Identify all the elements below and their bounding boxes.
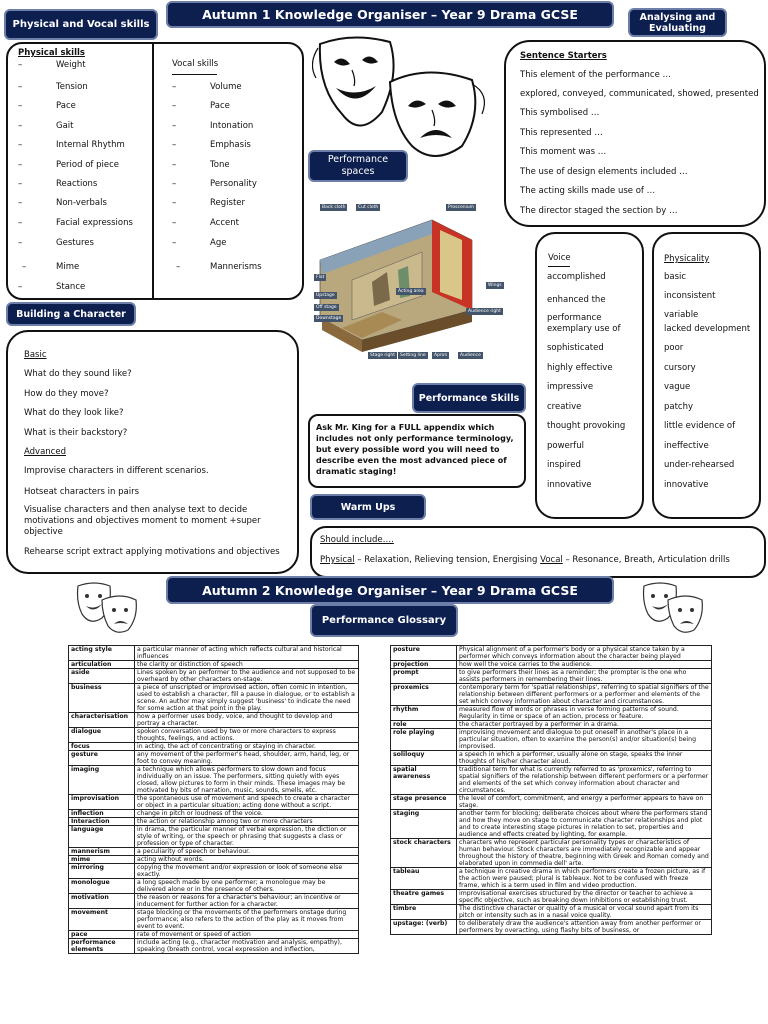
voice-word: powerful bbox=[547, 441, 585, 451]
glossary-term: rhythm bbox=[391, 706, 457, 721]
glossary-definition: the clarity or distinction of speech bbox=[135, 661, 359, 669]
glossary-term: aside bbox=[69, 669, 135, 684]
glossary-table-right bbox=[390, 645, 712, 935]
dash-bullet: – bbox=[172, 82, 177, 92]
basic-item: What is their backstory? bbox=[24, 428, 128, 438]
glossary-term: motivation bbox=[69, 894, 135, 909]
glossary-term: theatre games bbox=[391, 890, 457, 905]
physicality-word: basic bbox=[664, 272, 687, 282]
autumn2-title: Autumn 2 Knowledge Organiser – Year 9 Drama GCSE bbox=[166, 576, 614, 604]
glossary-row bbox=[69, 766, 359, 795]
glossary-term: tableau bbox=[391, 868, 457, 890]
physical-skills-title: Physical skills bbox=[18, 48, 85, 58]
glossary-row bbox=[391, 839, 712, 868]
vocal-skill-item: Intonation bbox=[210, 121, 254, 131]
glossary-term: characterisation bbox=[69, 713, 135, 728]
vocal-skill-item: Pace bbox=[210, 101, 230, 111]
glossary-term: timbre bbox=[391, 905, 457, 920]
dash-bullet: – bbox=[18, 82, 23, 92]
glossary-row bbox=[391, 795, 712, 810]
dash-bullet: – bbox=[18, 140, 23, 150]
glossary-term: staging bbox=[391, 810, 457, 839]
glossary-definition: how a performer uses body, voice, and thought to develop and portray a character. bbox=[135, 713, 359, 728]
glossary-definition: in drama, the particular manner of verbal expression, the diction or style of writing, or the speech or phrasing that suggests a class or profession or type of character. bbox=[135, 826, 359, 848]
glossary-definition: the reason or reasons for a character's behaviour; an incentive or inducement for further action for a character. bbox=[135, 894, 359, 909]
physicality-word: vague bbox=[664, 382, 691, 392]
sentence-starter: The acting skills made use of … bbox=[520, 186, 656, 196]
glossary-term: improvisation bbox=[69, 795, 135, 810]
physical-skill-item: Gait bbox=[56, 121, 74, 131]
stage-label: Downstage bbox=[316, 316, 342, 321]
voice-word: exemplary use of bbox=[547, 324, 621, 334]
glossary-row bbox=[391, 684, 712, 706]
glossary-definition: characters who represent particular personality types or characteristics of human behaviour. Stock characters are immediately recognizable and appear throughout the history of theatre, beginning with Greek and Roman comedy and elaborated upon in commedia dell' arte. bbox=[457, 839, 712, 868]
glossary-row bbox=[391, 810, 712, 839]
physical-vocal-header: Physical and Vocal skills bbox=[4, 9, 158, 40]
basic-title: Basic bbox=[24, 350, 47, 360]
sentence-starters-title: Sentence Starters bbox=[520, 51, 607, 61]
glossary-row bbox=[69, 939, 359, 954]
physicality-word: patchy bbox=[664, 402, 694, 412]
physicality-word: variable bbox=[664, 310, 699, 320]
basic-item: What do they look like? bbox=[24, 408, 124, 418]
appendix-text: Ask Mr. King for a FULL appendix which includes not only performance terminology, but every possible word you will need to describe even the most advanced piece of dramatic staging! bbox=[316, 423, 514, 476]
glossary-row bbox=[69, 879, 359, 894]
dash-bullet: – bbox=[176, 262, 181, 272]
advanced-item: Improvise characters in different scenarios. bbox=[24, 466, 209, 476]
physicality-word: ineffective bbox=[664, 441, 709, 451]
sentence-starter: The use of design elements included … bbox=[520, 167, 688, 177]
masks-icon-right bbox=[640, 580, 706, 636]
voice-word: inspired bbox=[547, 460, 581, 470]
glossary-definition: Lines spoken by an performer to the audience and not supposed to be overheard by other characters on-stage. bbox=[135, 669, 359, 684]
glossary-definition: a peculiarity of speech or behaviour. bbox=[135, 848, 359, 856]
analysing-evaluating-header: Analysing and Evaluating bbox=[628, 8, 727, 37]
dash-bullet: – bbox=[172, 160, 177, 170]
glossary-definition: how well the voice carries to the audience. bbox=[457, 661, 712, 669]
stage-label: Audience bbox=[460, 353, 481, 358]
glossary-definition: spoken conversation used by two or more characters to express thoughts, feelings, and actions. bbox=[135, 728, 359, 743]
physical-label: Physical bbox=[320, 555, 355, 565]
sentence-starter: The director staged the section by … bbox=[520, 206, 678, 216]
glossary-definition: a long speech made by one performer; a monologue may be delivered alone or in the presence of others. bbox=[135, 879, 359, 894]
physical-skill-item: Non-verbals bbox=[56, 198, 107, 208]
physical-skill-item: Facial expressions bbox=[56, 218, 133, 228]
vocal-skill-item: Register bbox=[210, 198, 245, 208]
physical-skill-item: Gestures bbox=[56, 238, 94, 248]
glossary-row bbox=[69, 661, 359, 669]
dash-bullet: – bbox=[172, 140, 177, 150]
physical-skill-item: Internal Rhythm bbox=[56, 140, 125, 150]
glossary-definition: rate of movement or speed of action bbox=[135, 931, 359, 939]
vocal-label: Vocal bbox=[540, 555, 563, 565]
glossary-definition: the action or relationship among two or more characters bbox=[135, 818, 359, 826]
glossary-row bbox=[69, 894, 359, 909]
dash-bullet: – bbox=[18, 101, 23, 111]
vocal-skill-item: Emphasis bbox=[210, 140, 251, 150]
basic-item: How do they move? bbox=[24, 389, 109, 399]
stage-label: Cut cloth bbox=[358, 205, 379, 210]
dash-bullet: – bbox=[18, 60, 23, 70]
sentence-starter: This represented … bbox=[520, 128, 603, 138]
dash-bullet: – bbox=[172, 218, 177, 228]
vocal-skills-title: Vocal skills bbox=[172, 59, 219, 69]
dash-bullet: – bbox=[22, 262, 27, 272]
glossary-row bbox=[391, 890, 712, 905]
glossary-definition: The distinctive character or quality of a musical or vocal sound apart from its pitch or intensity such as in a nasal voice quality. bbox=[457, 905, 712, 920]
glossary-row bbox=[69, 728, 359, 743]
glossary-term: business bbox=[69, 684, 135, 713]
glossary-row bbox=[391, 661, 712, 669]
glossary-row bbox=[69, 795, 359, 810]
glossary-row bbox=[69, 684, 359, 713]
glossary-term: pace bbox=[69, 931, 135, 939]
physical-skill-item: Tension bbox=[56, 82, 88, 92]
physical-skill-item: Pace bbox=[56, 101, 76, 111]
physical-skill-item: Period of piece bbox=[56, 160, 119, 170]
physicality-word: under-rehearsed bbox=[664, 460, 735, 470]
glossary-term: stage presence bbox=[391, 795, 457, 810]
glossary-row bbox=[69, 810, 359, 818]
glossary-term: inflection bbox=[69, 810, 135, 818]
glossary-definition: contemporary term for 'spatial relationships', referring to spatial signifiers of the relationship between different performers or a performer and elements of the set which convey information about character and circumstances. bbox=[457, 684, 712, 706]
glossary-term: performance elements bbox=[69, 939, 135, 954]
vocal-warmups: – Resonance, Breath, Articulation drills bbox=[562, 555, 730, 565]
glossary-row bbox=[69, 751, 359, 766]
stage-label: Proscenium bbox=[448, 205, 475, 210]
glossary-definition: include acting (e.g., character motivation and analysis, empathy), speaking (breath control, vocal expression and inflection, bbox=[135, 939, 359, 954]
glossary-definition: the character portrayed by a performer in a drama. bbox=[457, 721, 712, 729]
voice-word: sophisticated bbox=[547, 343, 604, 353]
voice-word: highly effective bbox=[547, 363, 613, 373]
glossary-term: Interaction bbox=[69, 818, 135, 826]
vocal-skill-item: Accent bbox=[210, 218, 239, 228]
glossary-term: role playing bbox=[391, 729, 457, 751]
glossary-term: proxemics bbox=[391, 684, 457, 706]
dash-bullet: – bbox=[18, 198, 23, 208]
physical-skill-item: Stance bbox=[56, 282, 86, 292]
physical-skill-item: Mime bbox=[56, 262, 80, 272]
glossary-header: Performance Glossary bbox=[310, 604, 458, 637]
physicality-word: innovative bbox=[664, 480, 709, 490]
stage-label: Apron bbox=[434, 353, 448, 358]
glossary-term: movement bbox=[69, 909, 135, 931]
glossary-row bbox=[391, 646, 712, 661]
physical-warmups: – Relaxation, Relieving tension, Energising bbox=[354, 555, 541, 565]
voice-word: accomplished bbox=[547, 272, 606, 282]
glossary-definition: a piece of unscripted or improvised action, often comic in intention, used to establish a character, fill a pause in dialogue, or to establish a scene. An author may simply suggest 'business' to indicate the need for some action at that point in the play. bbox=[135, 684, 359, 713]
dash-bullet: – bbox=[172, 101, 177, 111]
glossary-row bbox=[391, 905, 712, 920]
glossary-definition: a particular manner of acting which reflects cultural and historical influences bbox=[135, 646, 359, 661]
dash-bullet: – bbox=[18, 179, 23, 189]
physical-skill-item: Weight bbox=[56, 60, 86, 70]
stage-label: Upstage bbox=[316, 293, 335, 298]
glossary-term: focus bbox=[69, 743, 135, 751]
glossary-row bbox=[69, 826, 359, 848]
stage-diagram bbox=[312, 200, 504, 362]
glossary-definition: measured flow of words or phrases in verse forming patterns of sound. Regularity in time or space of an action, process or feature. bbox=[457, 706, 712, 721]
warm-ups-line bbox=[320, 555, 730, 565]
sentence-starter: This moment was … bbox=[520, 147, 607, 157]
vocal-skill-item: Volume bbox=[210, 82, 242, 92]
physicality-title: Physicality bbox=[664, 254, 710, 264]
glossary-row bbox=[391, 729, 712, 751]
vocal-underline bbox=[172, 74, 217, 75]
voice-word: enhanced the performance bbox=[547, 295, 606, 323]
stage-label: Wings bbox=[488, 283, 502, 288]
glossary-term: acting style bbox=[69, 646, 135, 661]
vocal-skill-item: Age bbox=[210, 238, 227, 248]
glossary-row bbox=[69, 646, 359, 661]
glossary-row bbox=[391, 920, 712, 935]
dash-bullet: – bbox=[18, 121, 23, 131]
warm-ups-header: Warm Ups bbox=[310, 494, 426, 520]
autumn1-title: Autumn 1 Knowledge Organiser – Year 9 Drama GCSE bbox=[166, 1, 614, 28]
glossary-definition: improvisational exercises structured by the director or teacher to achieve a specific objective, such as breaking down inhibitions or establishing trust. bbox=[457, 890, 712, 905]
sentence-starter: This element of the performance … bbox=[520, 70, 672, 80]
sentence-starter: explored, conveyed, communicated, showed, presented bbox=[520, 89, 759, 99]
theatre-masks-image bbox=[312, 34, 498, 164]
dash-bullet: – bbox=[18, 238, 23, 248]
stage-label: Back cloth bbox=[322, 205, 346, 210]
glossary-definition: another term for blocking; deliberate choices about where the performers stand and how they move on stage to communicate character relationships and plot and to create interesting stage pictures in relation to set, properties and audience and effects created by lighting, for example. bbox=[457, 810, 712, 839]
physicality-word: cursory bbox=[664, 363, 696, 373]
voice-word: innovative bbox=[547, 480, 592, 490]
voice-word: creative bbox=[547, 402, 582, 412]
masks-icon-left bbox=[74, 580, 140, 636]
glossary-term: stock characters bbox=[391, 839, 457, 868]
basic-item: What do they sound like? bbox=[24, 369, 132, 379]
voice-title: Voice bbox=[548, 253, 571, 263]
advanced-item: Visualise characters and then analyse text to decide motivations and objectives moment to moment +super objective bbox=[24, 505, 261, 537]
glossary-definition: to give performers their lines as a reminder; the prompter is the one who assists performers in remembering their lines. bbox=[457, 669, 712, 684]
vocal-skill-item: Personality bbox=[210, 179, 257, 189]
glossary-definition: the level of comfort, commitment, and energy a performer appears to have on stage. bbox=[457, 795, 712, 810]
stage-label: Audience right bbox=[468, 309, 501, 314]
stage-label: Stage right bbox=[370, 353, 396, 358]
glossary-term: upstage: (verb) bbox=[391, 920, 457, 935]
glossary-definition: any movement of the performer's head, shoulder, arm, hand, leg, or foot to convey meaning. bbox=[135, 751, 359, 766]
glossary-definition: to deliberately draw the audience's attention away from another performer or performers by overacting, using flashy bits of business, or bbox=[457, 920, 712, 935]
glossary-term: monologue bbox=[69, 879, 135, 894]
glossary-row bbox=[391, 706, 712, 721]
glossary-row bbox=[391, 669, 712, 684]
vocal-skill-item: Mannerisms bbox=[210, 262, 262, 272]
glossary-definition: the spontaneous use of movement and speech to create a character or object in a particular situation; acting done without a script. bbox=[135, 795, 359, 810]
glossary-row bbox=[69, 743, 359, 751]
glossary-definition: a speech in which a performer, usually alone on stage, speaks the inner thoughts of his/her character aloud. bbox=[457, 751, 712, 766]
vocal-skill-item: Tone bbox=[210, 160, 230, 170]
voice-word: impressive bbox=[547, 382, 594, 392]
advanced-title: Advanced bbox=[24, 447, 66, 457]
glossary-term: mirroring bbox=[69, 864, 135, 879]
glossary-term: spatial awareness bbox=[391, 766, 457, 795]
warm-ups-box bbox=[310, 526, 766, 578]
glossary-row bbox=[391, 751, 712, 766]
glossary-term: mannerism bbox=[69, 848, 135, 856]
glossary-row bbox=[391, 868, 712, 890]
stage-label: Setting line bbox=[400, 353, 426, 358]
glossary-row bbox=[69, 931, 359, 939]
glossary-table-left bbox=[68, 645, 359, 954]
column-divider bbox=[152, 44, 154, 299]
glossary-definition: a technique in creative drama in which performers create a frozen picture, as if the action were paused; plural is tableaux. Not to be confused with freeze frame, which is a term used in film and video production. bbox=[457, 868, 712, 890]
glossary-definition: in acting, the act of concentrating or staying in character. bbox=[135, 743, 359, 751]
advanced-item: Hotseat characters in pairs bbox=[24, 487, 139, 497]
dash-bullet: – bbox=[172, 121, 177, 131]
glossary-term: language bbox=[69, 826, 135, 848]
stage-label: Acting area bbox=[398, 289, 424, 294]
glossary-row bbox=[69, 713, 359, 728]
glossary-row bbox=[69, 818, 359, 826]
performance-spaces-header: Performance spaces bbox=[308, 150, 408, 182]
glossary-row bbox=[69, 669, 359, 684]
voice-word: thought provoking bbox=[547, 421, 626, 431]
glossary-term: projection bbox=[391, 661, 457, 669]
sentence-starter: This symbolised … bbox=[520, 108, 600, 118]
physicality-word: lacked development bbox=[664, 324, 751, 334]
advanced-item: Rehearse script extract applying motivations and objectives bbox=[24, 547, 280, 557]
dash-bullet: – bbox=[172, 238, 177, 248]
glossary-term: role bbox=[391, 721, 457, 729]
stage-label: Off stage bbox=[316, 305, 337, 310]
dash-bullet: – bbox=[18, 282, 23, 292]
voice-underline bbox=[548, 266, 570, 267]
glossary-term: articulation bbox=[69, 661, 135, 669]
glossary-row bbox=[69, 864, 359, 879]
glossary-row bbox=[391, 766, 712, 795]
glossary-row bbox=[391, 721, 712, 729]
dash-bullet: – bbox=[172, 198, 177, 208]
dash-bullet: – bbox=[172, 179, 177, 189]
physicality-word: poor bbox=[664, 343, 684, 353]
performance-skills-header: Performance Skills bbox=[412, 383, 526, 413]
glossary-definition: a technique which allows performers to slow down and focus individually on an issue. The performers, sitting quietly with eyes closed, allow pictures to form in their minds. These images may be motivated by bits of narration, music, sounds, smells, etc. bbox=[135, 766, 359, 795]
glossary-term: prompt bbox=[391, 669, 457, 684]
glossary-definition: stage blocking or the movements of the performers onstage during performance; also refers to the action of the play as it moves from event to event. bbox=[135, 909, 359, 931]
glossary-definition: change in pitch or loudness of the voice. bbox=[135, 810, 359, 818]
glossary-definition: improvising movement and dialogue to put oneself in another's place in a particular situation, often to examine the person(s) and/or situation(s) being improvised. bbox=[457, 729, 712, 751]
glossary-row bbox=[69, 856, 359, 864]
glossary-definition: traditional term for what is currently referred to as 'proxemics', referring to spatial signifiers of the relationship between different performers or a performer and elements of the set which convey information about character and circumstances. bbox=[457, 766, 712, 795]
glossary-term: gesture bbox=[69, 751, 135, 766]
glossary-term: posture bbox=[391, 646, 457, 661]
glossary-definition: copying the movement and/or expression or look of someone else exactly. bbox=[135, 864, 359, 879]
dash-bullet: – bbox=[18, 160, 23, 170]
building-character-header: Building a Character bbox=[6, 302, 136, 326]
glossary-term: soliloquy bbox=[391, 751, 457, 766]
should-include: Should include…. bbox=[320, 535, 394, 545]
glossary-definition: Physical alignment of a performer's body or a physical stance taken by a performer which conveys information about the character being played bbox=[457, 646, 712, 661]
physicality-word: inconsistent bbox=[664, 291, 716, 301]
stage-label: Flat bbox=[316, 275, 325, 280]
glossary-row bbox=[69, 909, 359, 931]
physicality-word: little evidence of bbox=[664, 421, 736, 431]
glossary-definition: acting without words. bbox=[135, 856, 359, 864]
glossary-term: dialogue bbox=[69, 728, 135, 743]
physical-skill-item: Reactions bbox=[56, 179, 98, 189]
glossary-term: imaging bbox=[69, 766, 135, 795]
glossary-term: mime bbox=[69, 856, 135, 864]
dash-bullet: – bbox=[18, 218, 23, 228]
glossary-row bbox=[69, 848, 359, 856]
